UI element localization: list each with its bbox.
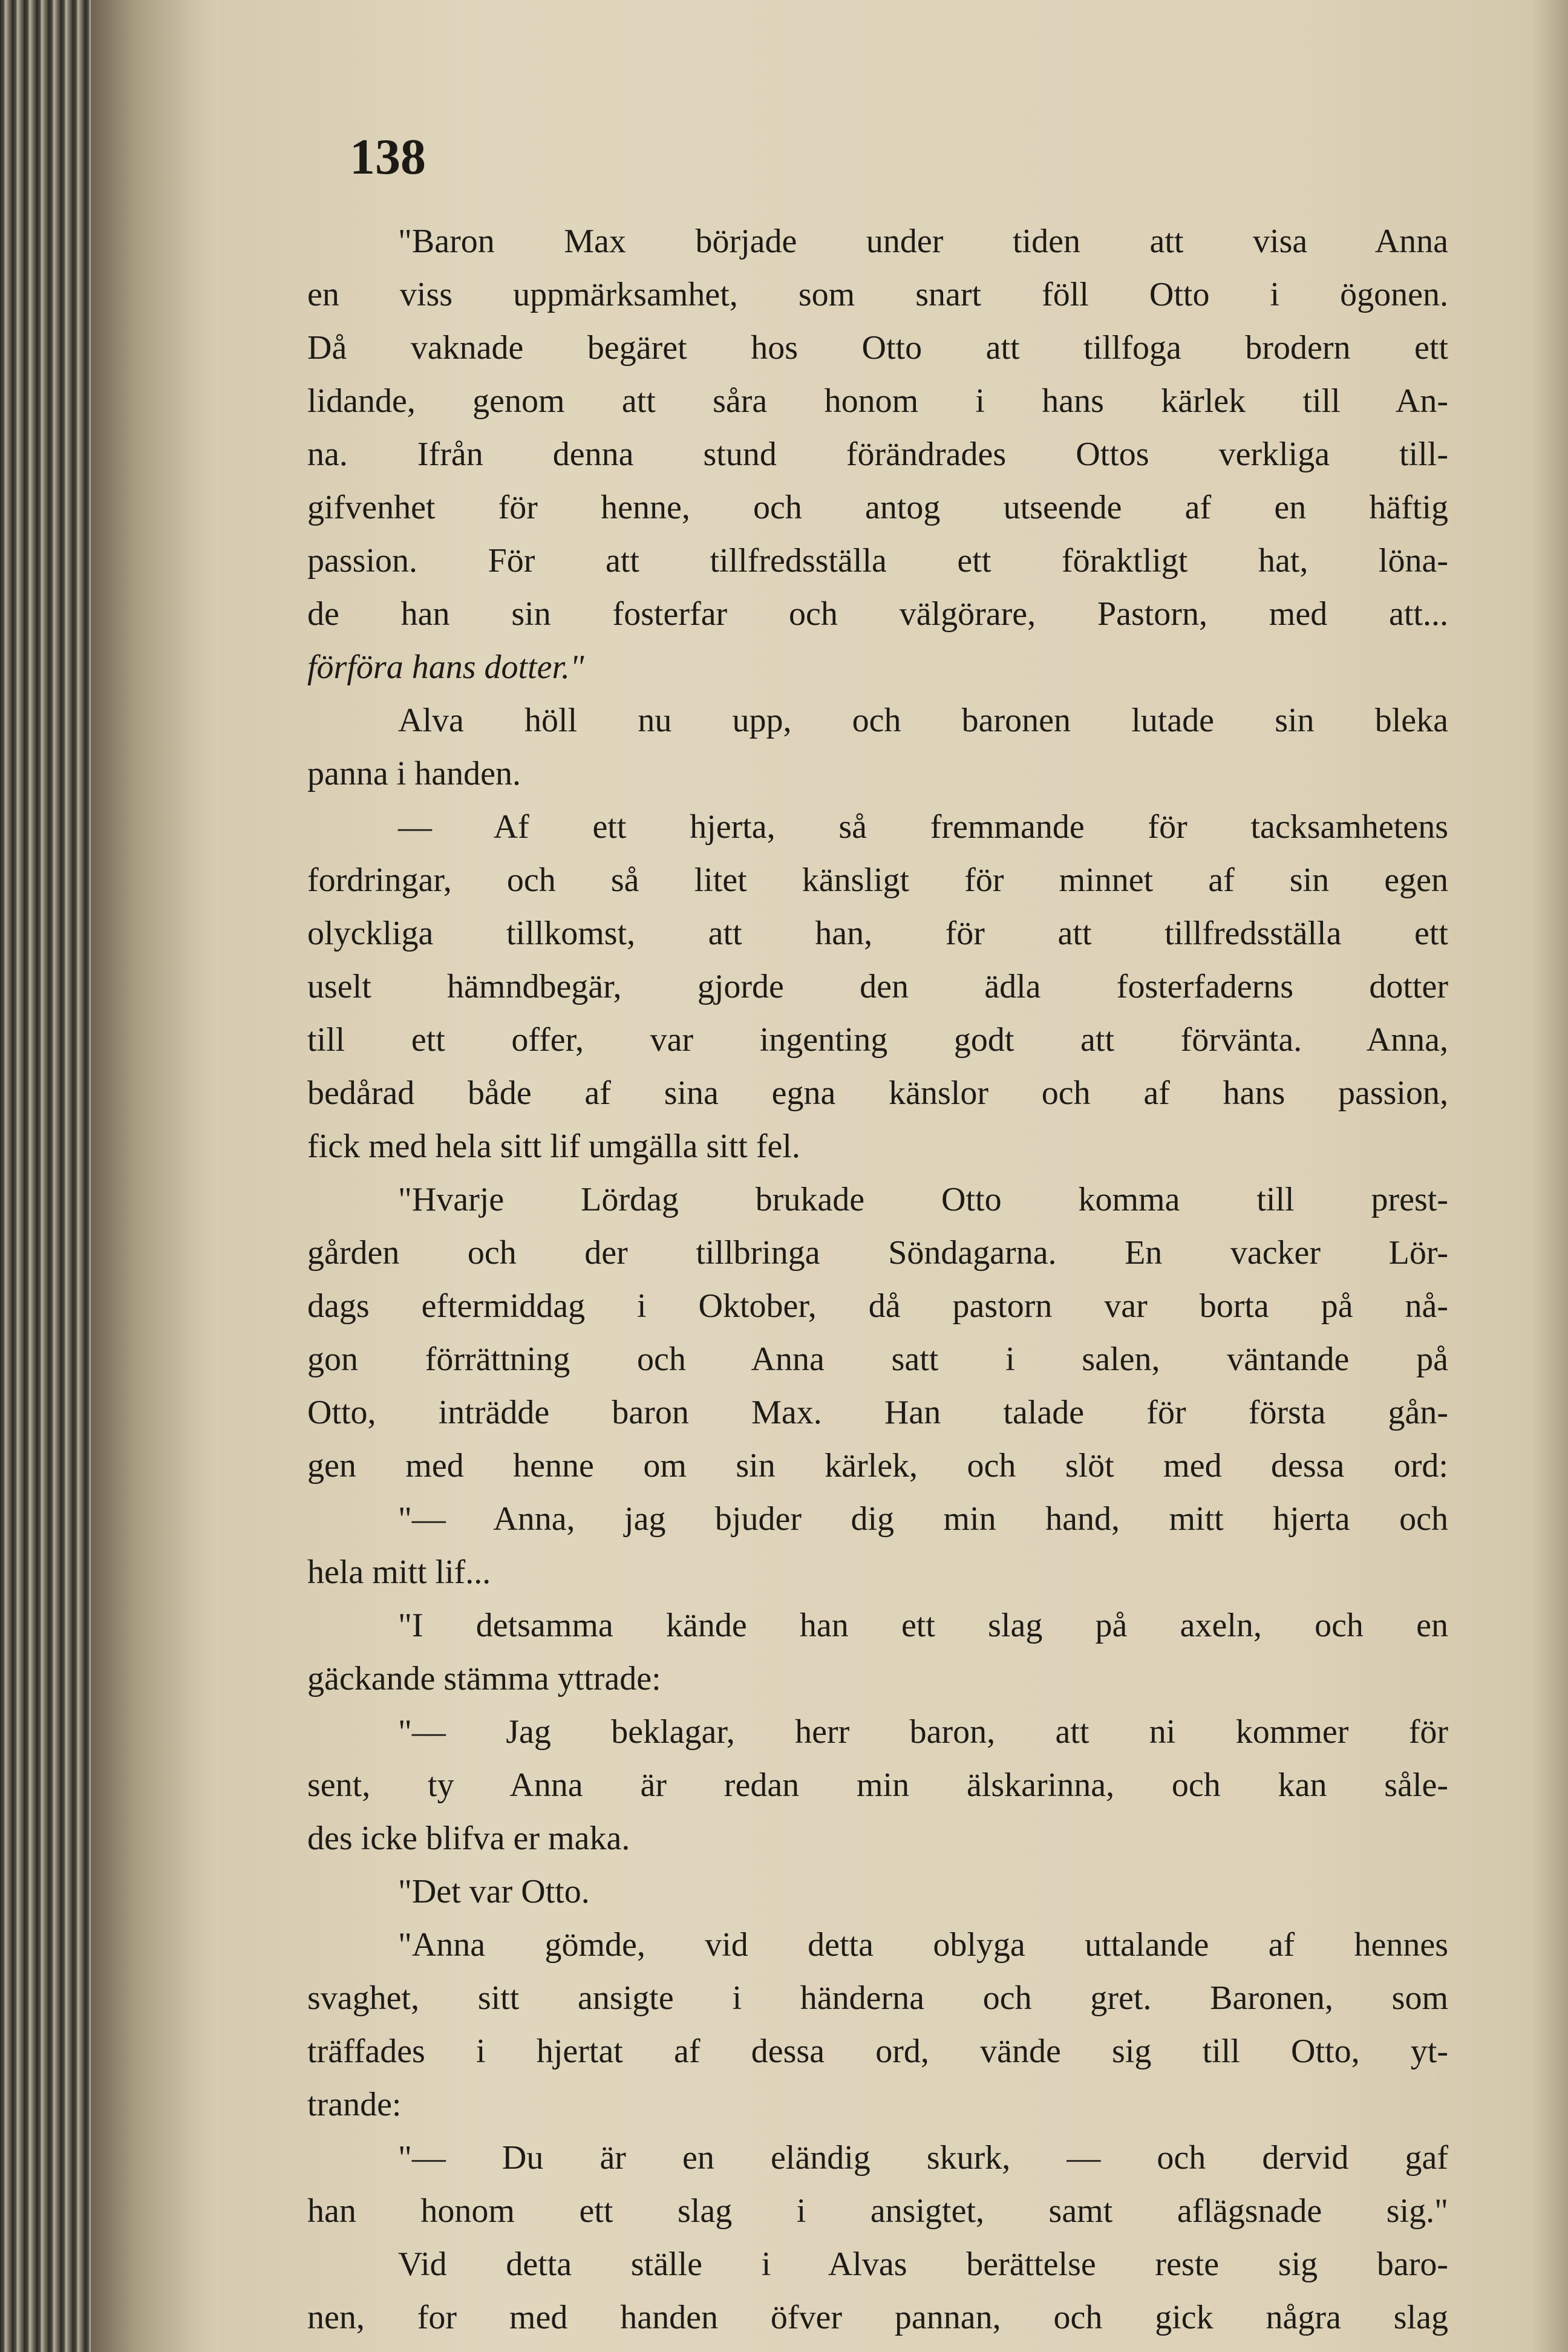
text-line: Vid detta ställe i Alvas berättelse reste sig baro- [398,2246,1448,2283]
text-line: förföra hans dotter." [307,648,584,686]
text-line: nen, for med handen öfver pannan, och gick några slag [307,2299,1448,2336]
text-line: gon förrättning och Anna satt i salen, väntande på [307,1341,1448,1378]
text-line: Otto, inträdde baron Max. Han talade för första gån- [307,1394,1448,1431]
text-line: "— Jag beklagar, herr baron, att ni kommer för [398,1713,1448,1751]
text-line: "Det var Otto. [398,1873,590,1910]
text-line: gäckande stämma yttrade: [307,1660,661,1697]
text-line: gården och der tillbringa Söndagarna. En vacker Lör- [307,1234,1448,1272]
text-line: Alva höll nu upp, och baronen lutade sin bleka [398,702,1448,739]
text-line: des icke blifva er maka. [307,1820,630,1857]
page-shadow [1532,0,1568,2352]
text-line: dags eftermiddag i Oktober, då pastorn var borta på nå- [307,1287,1448,1325]
text-line: "Hvarje Lördag brukade Otto komma till prest- [398,1181,1448,1218]
text-line: "Anna gömde, vid detta oblyga uttalande af hennes [398,1926,1448,1964]
page-number: 138 [350,129,426,185]
text-line: gifvenhet för henne, och antog utseende af en häftig [307,489,1448,526]
text-line: "I detsamma kände han ett slag på axeln, och en [398,1607,1448,1644]
text-line: uselt hämndbegär, gjorde den ädla fosterfaderns dotter [307,968,1448,1005]
text-line: "— Du är en eländig skurk, — och dervid gaf [398,2139,1448,2177]
text-line: till ett offer, var ingenting godt att förvänta. Anna, [307,1021,1448,1059]
text-line: svaghet, sitt ansigte i händerna och gret. Baronen, som [307,1979,1448,2017]
text-line: fordringar, och så litet känsligt för minnet af sin egen [307,861,1448,899]
text-line: "— Anna, jag bjuder dig min hand, mitt hjerta och [398,1500,1448,1538]
text-line: na. Ifrån denna stund förändrades Ottos verkliga till- [307,436,1448,473]
text-line: hela mitt lif... [307,1553,491,1591]
text-line: — Af ett hjerta, så fremmande för tacksamhetens [398,808,1448,846]
body-text [307,215,1448,2344]
text-line: panna i handen. [307,755,521,792]
text-line: "Baron Max började under tiden att visa Anna [398,223,1448,260]
text-line: passion. För att tillfredsställa ett föraktligt hat, löna- [307,542,1448,580]
text-line: olyckliga tillkomst, att han, för att tillfredsställa ett [307,915,1448,952]
text-line: en viss uppmärksamhet, som snart föll Otto i ögonen. [307,276,1448,313]
text-line: sent, ty Anna är redan min älskarinna, och kan såle- [307,1766,1448,1804]
text-line: gen med henne om sin kärlek, och slöt med dessa ord: [307,1447,1448,1485]
text-line: Då vaknade begäret hos Otto att tillfoga brodern ett [307,329,1448,367]
text-line: bedårad både af sina egna känslor och af hans passion, [307,1074,1448,1112]
text-line: fick med hela sitt lif umgälla sitt fel. [307,1128,800,1165]
text-line: lidande, genom att såra honom i hans kärlek till An- [307,382,1448,420]
book-gutter [91,0,218,2352]
text-line: han honom ett slag i ansigtet, samt aflägsnade sig." [307,2192,1448,2230]
text-line: trande: [307,2086,402,2123]
text-line: träffades i hjertat af dessa ord, vände sig till Otto, yt- [307,2033,1448,2070]
book-page-edges [0,0,91,2352]
text-line: de han sin fosterfar och välgörare, Pastorn, med att... [307,595,1448,633]
